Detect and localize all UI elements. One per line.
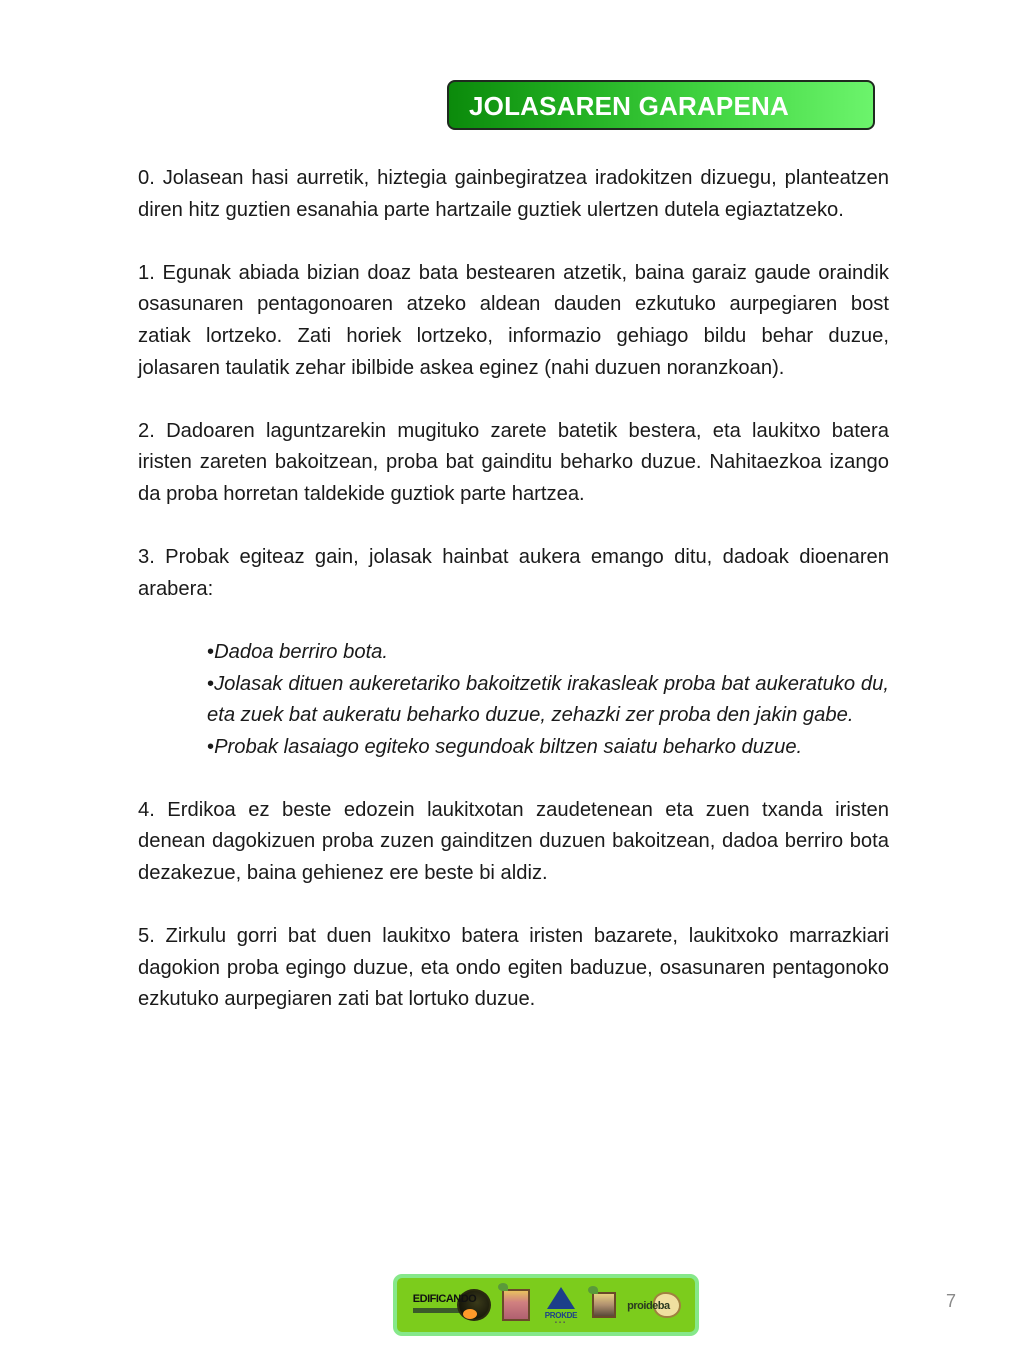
paragraph-0: 0. Jolasean hasi aurretik, hiztegia gainbegiratzea iradokitzen dizuegu, planteatzen diren hitz guztien esanahia parte hartzaile guztiek ulertzen dutela egiaztatzeko. xyxy=(138,167,889,221)
page-number: 7 xyxy=(946,1291,957,1311)
bullet-icon: • xyxy=(207,735,215,758)
sponsor-logo-strip xyxy=(393,1274,699,1336)
section-title-banner xyxy=(447,80,875,130)
proideba-wordmark: proideba xyxy=(627,1300,670,1312)
paragraph-3: 3. Probak egiteaz gain, jolasak hainbat aukera emango ditu, dadoak dioenaren arabera: xyxy=(138,546,889,600)
edificando-wordmark: EDIFICANDO xyxy=(412,1293,477,1305)
paragraph-1: 1. Egunak abiada bizian doaz bata bestearen atzetik, baina garaiz gaude oraindik osasunaren pentagonoaren atzeko aldean dauden ezkutuko aurpegiaren bost zatiak lortzeko. Zati horiek lortzeko, informazio gehiago bildu behar duzue, jolasaren taulatik zehar ibilbide askea eginez (nahi duzuen noranzkoan). xyxy=(138,261,889,379)
prokde-bird-logo-icon xyxy=(542,1282,580,1328)
options-list xyxy=(207,637,889,763)
list-item xyxy=(207,732,889,764)
paragraph-5: 5. Zirkulu gorri bat duen laukitxo batera iristen bazarete, laukitxoko marrazkiari dagokion proba egingo duzue, eta ondo egiten baduzue, osasunaren pentagonoko ezkutuko aurpegiaren zati bat lortuko duzue. xyxy=(138,925,889,1011)
list-item-text: Jolasak dituen aukeretariko bakoitzetik irakasleak proba bat aukeratuko du, eta zuek bat aukeratu beharko duzue, zehazki zer proba den jakin gabe. xyxy=(207,672,889,727)
paragraph-4: 4. Erdikoa ez beste edozein laukitxotan zaudetenean eta zuen txanda iristen denean dagokizuen proba zuzen gainditzen duzuen bakoitzean, dadoa berriro bota dezakezue, baina gehienez ere beste bi aldiz. xyxy=(138,798,889,885)
leaf-icon xyxy=(498,1283,508,1291)
paragraph-2: 2. Dadoaren laguntzarekin mugituko zarete batetik bestera, eta laukitxo batera iristen zareten bakoitzean, proba bat gainditu beharko duzue. Nahitaezkoa izango da proba horretan taldekide guztiok parte hartzea. xyxy=(138,419,889,505)
prokde-wordmark: PROKDE xyxy=(544,1310,578,1320)
small-picture-frame-logo-icon xyxy=(592,1292,616,1318)
proideba-logo-icon xyxy=(627,1290,679,1320)
section-title: JOLASAREN GARAPENA xyxy=(469,91,789,121)
list-item xyxy=(207,637,889,669)
instructions-body xyxy=(138,163,889,1048)
edificando-subtitle-bar xyxy=(413,1308,461,1313)
list-item-text: Probak lasaiago egiteko segundoak biltzen saiatu beharko duzue. xyxy=(214,735,803,758)
bullet-icon: • xyxy=(207,672,215,695)
list-item-text: Dadoa berriro bota. xyxy=(214,640,389,663)
bird-icon xyxy=(547,1287,575,1309)
edificando-logo-icon xyxy=(413,1285,491,1325)
dots-decoration: ▪▪▪ xyxy=(554,1319,568,1326)
list-item xyxy=(207,669,889,732)
picture-frame-logo-icon xyxy=(502,1289,530,1321)
bullet-icon: • xyxy=(207,640,215,663)
leaf-icon xyxy=(588,1286,598,1294)
orange-blob-icon xyxy=(463,1309,477,1319)
